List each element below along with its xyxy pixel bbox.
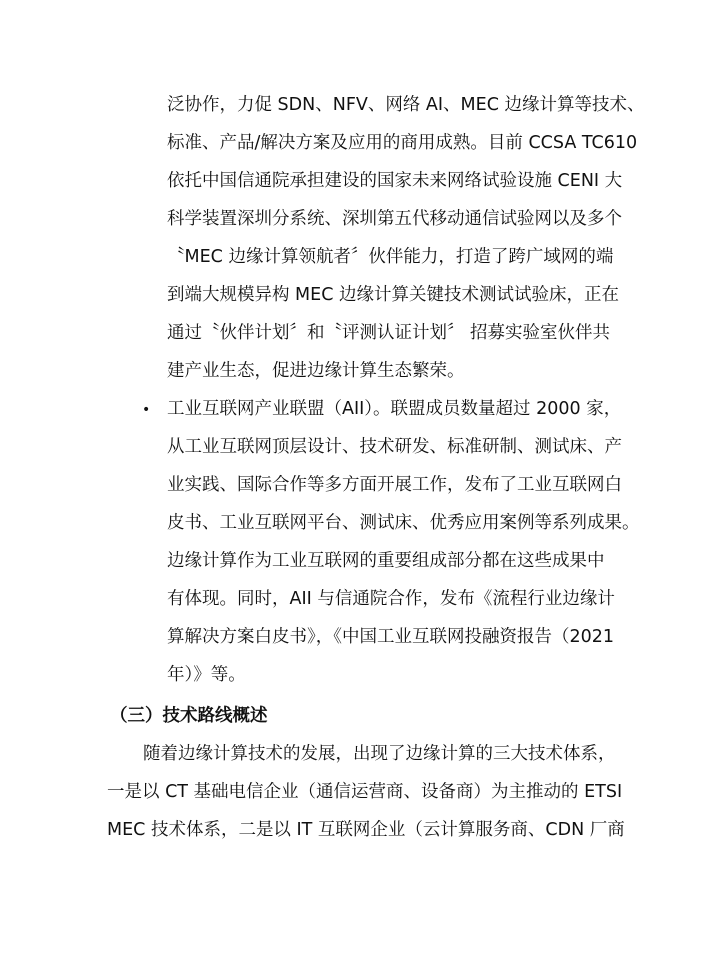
- paragraph3-line: 一是以 CT 基础电信企业（通信运营商、设备商）为主推动的 ETSI: [107, 782, 623, 802]
- paragraph2-line: 从工业互联网顶层设计、技术研发、标准研制、测试床、产: [167, 437, 622, 457]
- section-heading: （三）技术路线概述: [110, 706, 268, 726]
- paragraph1-line: 〝MEC 边缘计算领航者〞伙伴能力，打造了跨广域网的端: [167, 247, 614, 267]
- paragraph2-line: 业实践、国际合作等多方面开展工作，发布了工业互联网白: [167, 475, 622, 495]
- list-bullet: •: [142, 402, 151, 418]
- paragraph3-line: MEC 技术体系，二是以 IT 互联网企业（云计算服务商、CDN 厂商: [107, 820, 625, 840]
- paragraph2-line: 有体现。同时，AII 与信通院合作，发布《流程行业边缘计: [167, 589, 615, 609]
- paragraph2-line: 边缘计算作为工业互联网的重要组成部分都在这些成果中: [167, 551, 605, 571]
- paragraph1-line: 通过〝伙伴计划〞和〝评测认证计划〞 招募实验室伙伴共: [167, 323, 611, 343]
- paragraph2-line: 皮书、工业互联网平台、测试床、优秀应用案例等系列成果。: [167, 513, 640, 533]
- paragraph3-line: 随着边缘计算技术的发展，出现了边缘计算的三大技术体系，: [143, 744, 616, 764]
- paragraph1-line: 科学装置深圳分系统、深圳第五代移动通信试验网以及多个: [167, 209, 622, 229]
- paragraph2-line: 年）》等。: [167, 665, 246, 685]
- paragraph1-line: 依托中国信通院承担建设的国家未来网络试验设施 CENI 大: [167, 171, 623, 191]
- paragraph1-line: 标准、产品/解决方案及应用的商用成熟。目前 CCSA TC610: [167, 133, 638, 153]
- paragraph1-line: 建产业生态，促进边缘计算生态繁荣。: [167, 361, 465, 381]
- paragraph2-line: 工业互联网产业联盟（AII）。联盟成员数量超过 2000 家，: [167, 399, 622, 419]
- paragraph1-line: 到端大规模异构 MEC 边缘计算关键技术测试试验床，正在: [167, 285, 619, 305]
- paragraph1-line: 泛协作，力促 SDN、NFV、网络 AI、MEC 边缘计算等技术、: [167, 95, 645, 115]
- paragraph2-line: 算解决方案白皮书》，《中国工业互联网投融资报告（2021: [167, 627, 615, 647]
